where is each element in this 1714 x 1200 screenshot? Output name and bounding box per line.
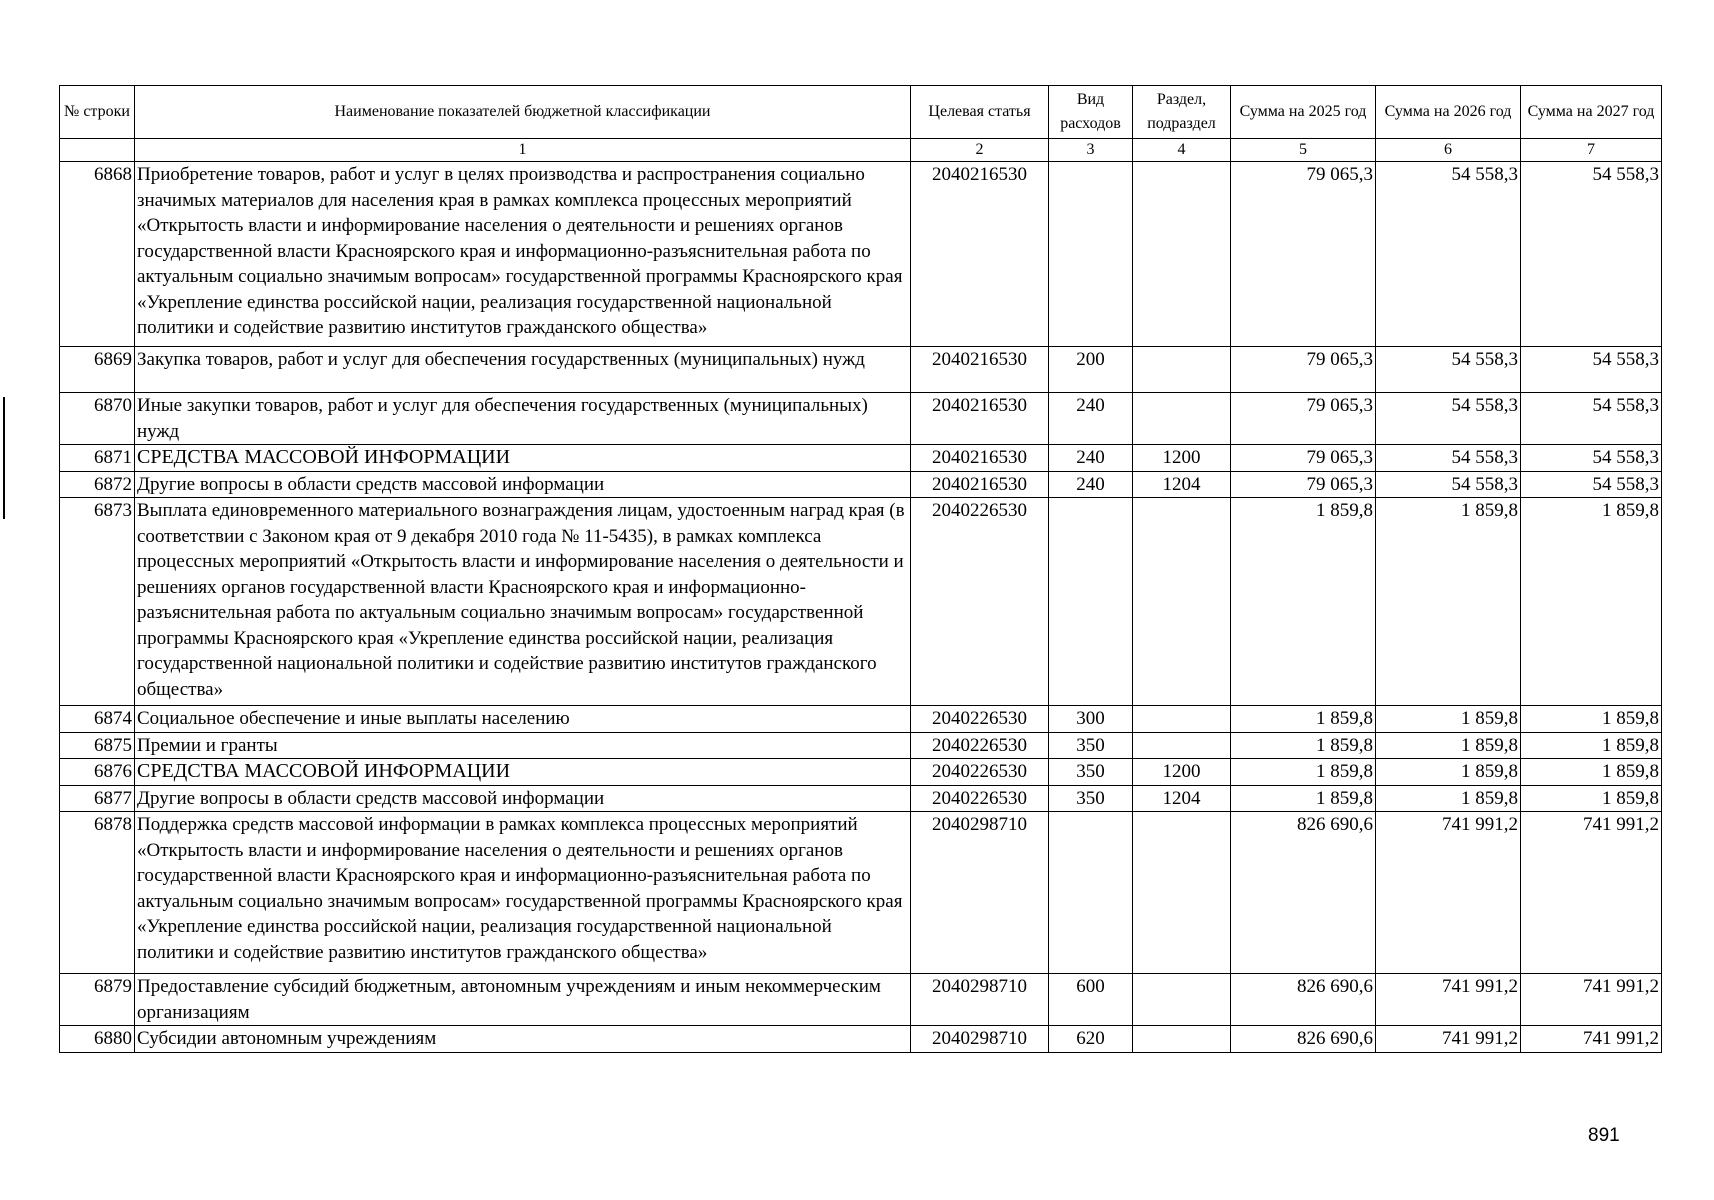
sum-2026-cell: 54 558,3 [1376, 347, 1521, 393]
row-number-cell: 6872 [60, 471, 135, 498]
sum-2027-cell: 54 558,3 [1521, 162, 1662, 347]
column-number [60, 139, 135, 162]
table-row [60, 785, 1662, 812]
section-cell [1133, 1026, 1231, 1053]
column-number: 7 [1521, 139, 1662, 162]
table-row [60, 445, 1662, 472]
sum-2025-cell: 1 859,8 [1231, 759, 1376, 786]
sum-2025-cell: 1 859,8 [1231, 498, 1376, 706]
target-article-cell: 2040298710 [911, 1026, 1049, 1053]
table-row [60, 347, 1662, 393]
sum-2026-cell: 741 991,2 [1376, 1026, 1521, 1053]
table-row [60, 974, 1662, 1026]
target-article-cell: 2040216530 [911, 445, 1049, 472]
expense-kind-cell: 300 [1049, 706, 1133, 733]
sum-2025-cell: 79 065,3 [1231, 347, 1376, 393]
expense-kind-cell [1049, 498, 1133, 706]
expense-kind-cell [1049, 812, 1133, 974]
sum-2027-cell: 54 558,3 [1521, 347, 1662, 393]
section-cell [1133, 498, 1231, 706]
name-cell: Субсидии автономным учреждениям [135, 1026, 911, 1053]
name-cell: СРЕДСТВА МАССОВОЙ ИНФОРМАЦИИ [135, 445, 911, 472]
column-number: 4 [1133, 139, 1231, 162]
table-row [60, 706, 1662, 733]
target-article-cell: 2040226530 [911, 785, 1049, 812]
name-cell: Иные закупки товаров, работ и услуг для обеспечения государственных (муниципальных) нужд [135, 393, 911, 445]
section-cell: 1204 [1133, 785, 1231, 812]
table-row [60, 471, 1662, 498]
name-cell: Другие вопросы в области средств массовой информации [135, 785, 911, 812]
name-cell: Приобретение товаров, работ и услуг в целях производства и распространения социально значимых материалов для населения края в рамках комплекса процессных мероприятий «Открытость власти и информирование населения о деятельности и решениях органов государственной власти Красноярского края и информационно-разъяснительная работа по актуальным социально значимым вопросам» государственной программы Красноярского края «Укрепление единства российской нации, реализация государственной национальной политики и содействие развитию институтов гражданского общества» [135, 162, 911, 347]
row-number-cell: 6875 [60, 732, 135, 759]
name-cell: СРЕДСТВА МАССОВОЙ ИНФОРМАЦИИ [135, 759, 911, 786]
sum-2026-cell: 54 558,3 [1376, 162, 1521, 347]
sum-2027-cell: 1 859,8 [1521, 498, 1662, 706]
name-cell: Другие вопросы в области средств массовой информации [135, 471, 911, 498]
sum-2027-cell: 741 991,2 [1521, 812, 1662, 974]
sum-2027-cell: 54 558,3 [1521, 445, 1662, 472]
table-row [60, 732, 1662, 759]
name-cell: Поддержка средств массовой информации в рамках комплекса процессных мероприятий «Открытость власти и информирование населения о деятельности и решениях органов государственной власти Красноярского края и информационно-разъяснительная работа по актуальным социально значимым вопросам» государственной программы Красноярского края «Укрепление единства российской нации, реализация государственной национальной политики и содействие развитию институтов гражданского общества» [135, 812, 911, 974]
target-article-cell: 2040226530 [911, 706, 1049, 733]
row-number-cell: 6868 [60, 162, 135, 347]
column-number: 1 [135, 139, 911, 162]
name-cell: Предоставление субсидий бюджетным, автономным учреждениям и иным некоммерческим организациям [135, 974, 911, 1026]
sum-2025-cell: 79 065,3 [1231, 471, 1376, 498]
header-target: Целевая статья [911, 86, 1049, 139]
section-cell [1133, 706, 1231, 733]
target-article-cell: 2040216530 [911, 347, 1049, 393]
sum-2025-cell: 79 065,3 [1231, 162, 1376, 347]
expense-kind-cell: 240 [1049, 471, 1133, 498]
section-cell [1133, 347, 1231, 393]
row-number-cell: 6874 [60, 706, 135, 733]
row-number-cell: 6876 [60, 759, 135, 786]
section-cell [1133, 974, 1231, 1026]
sum-2025-cell: 1 859,8 [1231, 785, 1376, 812]
margin-mark [3, 397, 5, 519]
sum-2025-cell: 826 690,6 [1231, 1026, 1376, 1053]
sum-2026-cell: 1 859,8 [1376, 732, 1521, 759]
name-cell: Премии и гранты [135, 732, 911, 759]
expense-kind-cell: 350 [1049, 732, 1133, 759]
header-section: Раздел, подраздел [1133, 86, 1231, 139]
column-number: 6 [1376, 139, 1521, 162]
section-cell [1133, 812, 1231, 974]
sum-2025-cell: 1 859,8 [1231, 706, 1376, 733]
sum-2026-cell: 54 558,3 [1376, 393, 1521, 445]
target-article-cell: 2040298710 [911, 974, 1049, 1026]
sum-2026-cell: 54 558,3 [1376, 471, 1521, 498]
row-number-cell: 6873 [60, 498, 135, 706]
sum-2026-cell: 1 859,8 [1376, 785, 1521, 812]
section-cell: 1204 [1133, 471, 1231, 498]
target-article-cell: 2040226530 [911, 759, 1049, 786]
header-kind: Вид расходов [1049, 86, 1133, 139]
table-row [60, 162, 1662, 347]
column-number: 2 [911, 139, 1049, 162]
row-number-cell: 6871 [60, 445, 135, 472]
table-row [60, 759, 1662, 786]
header-sum-2025: Сумма на 2025 год [1231, 86, 1376, 139]
sum-2026-cell: 1 859,8 [1376, 706, 1521, 733]
sum-2026-cell: 741 991,2 [1376, 974, 1521, 1026]
table-row [60, 498, 1662, 706]
column-number-row [60, 139, 1662, 162]
section-cell [1133, 393, 1231, 445]
sum-2025-cell: 79 065,3 [1231, 445, 1376, 472]
sum-2026-cell: 741 991,2 [1376, 812, 1521, 974]
table-row [60, 812, 1662, 974]
expense-kind-cell: 240 [1049, 393, 1133, 445]
header-sum-2026: Сумма на 2026 год [1376, 86, 1521, 139]
expense-kind-cell: 240 [1049, 445, 1133, 472]
row-number-cell: 6877 [60, 785, 135, 812]
sum-2026-cell: 1 859,8 [1376, 498, 1521, 706]
row-number-cell: 6879 [60, 974, 135, 1026]
header-name: Наименование показателей бюджетной классификации [135, 86, 911, 139]
header-row-no: № строки [60, 86, 135, 139]
sum-2027-cell: 1 859,8 [1521, 759, 1662, 786]
header-row [60, 86, 1662, 139]
section-cell [1133, 162, 1231, 347]
row-number-cell: 6870 [60, 393, 135, 445]
section-cell [1133, 732, 1231, 759]
sum-2027-cell: 54 558,3 [1521, 471, 1662, 498]
sum-2027-cell: 741 991,2 [1521, 974, 1662, 1026]
expense-kind-cell [1049, 162, 1133, 347]
expense-kind-cell: 600 [1049, 974, 1133, 1026]
sum-2027-cell: 54 558,3 [1521, 393, 1662, 445]
section-cell: 1200 [1133, 445, 1231, 472]
expense-kind-cell: 350 [1049, 785, 1133, 812]
sum-2026-cell: 1 859,8 [1376, 759, 1521, 786]
sum-2025-cell: 826 690,6 [1231, 974, 1376, 1026]
name-cell: Выплата единовременного материального вознаграждения лицам, удостоенным наград края (в соответствии с Законом края от 9 декабря 2010 года № 11-5435), в рамках комплекса процессных мероприятий «Открытость власти и информирование населения о деятельности и решениях органов государственной власти Красноярского края и информационно-разъяснительная работа по актуальным социально значимым вопросам» государственной программы Красноярского края «Укрепление единства российской нации, реализация государственной национальной политики и содействие развитию институтов гражданского общества» [135, 498, 911, 706]
target-article-cell: 2040298710 [911, 812, 1049, 974]
section-cell: 1200 [1133, 759, 1231, 786]
name-cell: Закупка товаров, работ и услуг для обеспечения государственных (муниципальных) нужд [135, 347, 911, 393]
expense-kind-cell: 350 [1049, 759, 1133, 786]
table-row [60, 1026, 1662, 1053]
expense-kind-cell: 620 [1049, 1026, 1133, 1053]
sum-2025-cell: 826 690,6 [1231, 812, 1376, 974]
sum-2027-cell: 1 859,8 [1521, 706, 1662, 733]
target-article-cell: 2040216530 [911, 162, 1049, 347]
sum-2026-cell: 54 558,3 [1376, 445, 1521, 472]
table-row [60, 393, 1662, 445]
sum-2027-cell: 1 859,8 [1521, 785, 1662, 812]
row-number-cell: 6880 [60, 1026, 135, 1053]
target-article-cell: 2040226530 [911, 498, 1049, 706]
row-number-cell: 6878 [60, 812, 135, 974]
name-cell: Социальное обеспечение и иные выплаты населению [135, 706, 911, 733]
expense-kind-cell: 200 [1049, 347, 1133, 393]
target-article-cell: 2040226530 [911, 732, 1049, 759]
target-article-cell: 2040216530 [911, 393, 1049, 445]
sum-2027-cell: 1 859,8 [1521, 732, 1662, 759]
page-number: 891 [1588, 1125, 1620, 1146]
budget-table [59, 85, 1662, 1053]
sum-2025-cell: 79 065,3 [1231, 393, 1376, 445]
column-number: 5 [1231, 139, 1376, 162]
header-sum-2027: Сумма на 2027 год [1521, 86, 1662, 139]
column-number: 3 [1049, 139, 1133, 162]
sum-2027-cell: 741 991,2 [1521, 1026, 1662, 1053]
row-number-cell: 6869 [60, 347, 135, 393]
target-article-cell: 2040216530 [911, 471, 1049, 498]
sum-2025-cell: 1 859,8 [1231, 732, 1376, 759]
